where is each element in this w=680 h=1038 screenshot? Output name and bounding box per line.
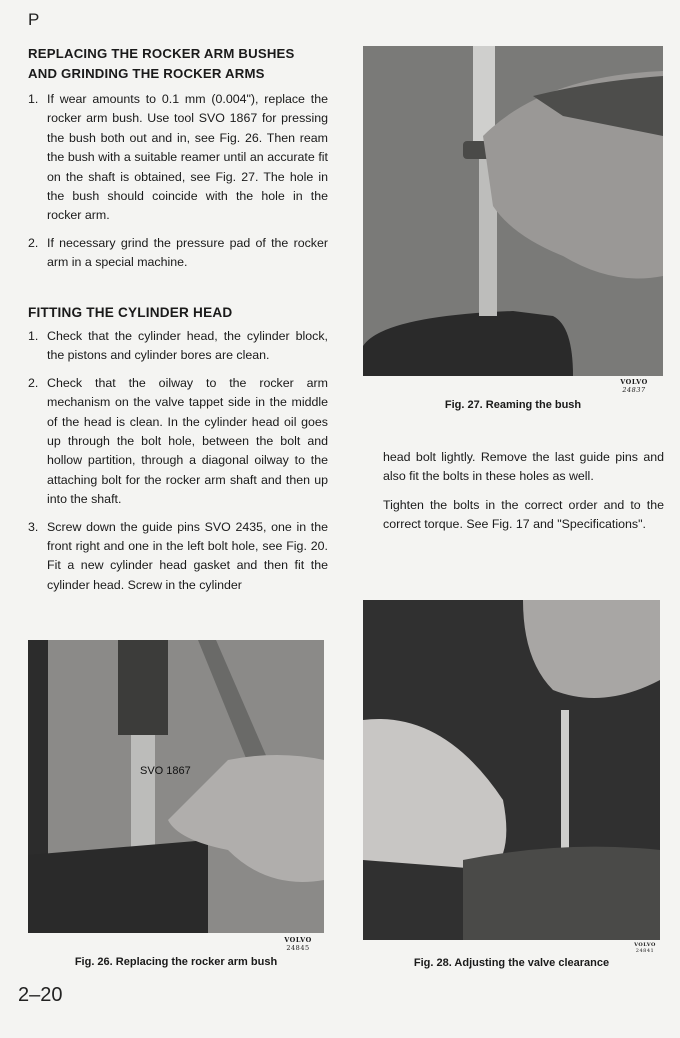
paragraph: Tighten the bolts in the correct order and to the correct torque. See Fig. 17 and "Specifications". — [383, 497, 664, 532]
step-item — [28, 90, 328, 226]
section-title-line1: REPLACING THE ROCKER ARM BUSHES — [28, 46, 295, 61]
step-text: If necessary grind the pressure pad of the rocker arm in a special machine. — [47, 235, 328, 270]
step-item — [28, 327, 328, 366]
paragraph: head bolt lightly. Remove the last guide pins and also fit the bolts in these holes as well. — [383, 450, 664, 484]
figure-code: 24837 — [622, 386, 646, 394]
press-illustration — [28, 640, 324, 933]
cylinder-head-steps — [28, 327, 328, 595]
section-title: FITTING THE CYLINDER HEAD — [28, 305, 233, 320]
step-text: Check that the cylinder head, the cylinder block, the pistons and cylinder bores are clean. — [47, 329, 328, 363]
step-item — [28, 518, 328, 596]
fig28-photo — [363, 600, 660, 940]
rocker-arm-steps — [28, 90, 328, 273]
page-number: 2–20 — [18, 984, 63, 1006]
continuation-text — [383, 448, 664, 544]
step-text: If wear amounts to 0.1 mm (0.004"), replace the rocker arm bush. Use tool SVO 1867 for pressing the bush both out and in, see Fig. 26. Then ream the bush with a suitable reamer until an accurate fit on the shaft is obtained, see Fig. 27. The hole in the bush should coincide with the hole in the rocker arm. — [47, 92, 328, 223]
section-title-line2: AND GRINDING THE ROCKER ARMS — [28, 66, 265, 81]
tool-callout: SVO 1867 — [140, 765, 191, 777]
fig26-photo — [28, 640, 324, 933]
brand-label: VOLVO — [620, 378, 648, 386]
step-number: 3. — [28, 519, 39, 534]
section-letter: P — [28, 10, 40, 29]
fig26-brand-mark — [276, 936, 320, 952]
section-cylinder-head — [28, 303, 328, 603]
figure-code: 24845 — [286, 944, 310, 952]
fig26-caption: Fig. 26. Replacing the rocker arm bush — [74, 956, 278, 968]
step-number: 2. — [28, 375, 39, 390]
brand-label: VOLVO — [634, 942, 656, 948]
step-number: 1. — [28, 92, 39, 106]
fig27-caption: Fig. 27. Reaming the bush — [444, 399, 582, 411]
fig27-photo — [363, 46, 663, 376]
fig27-brand-mark — [614, 378, 654, 394]
brand-label: VOLVO — [284, 936, 312, 944]
step-item — [28, 234, 328, 273]
fig28-caption: Fig. 28. Adjusting the valve clearance — [413, 957, 610, 969]
step-text: Check that the oilway to the rocker arm mechanism on the valve tappet side in the middle of the head is clean. In the cylinder head oil goes up through the bolt hole, between the bolt and hollow partition, through a diagonal oilway to the attaching bolt for the rocker arm shaft and then up into the shaft. — [47, 375, 328, 507]
section-rocker-arm — [28, 44, 328, 281]
figure-code: 24841 — [635, 948, 655, 954]
step-item — [28, 374, 328, 510]
reaming-illustration — [363, 46, 663, 376]
step-text: Screw down the guide pins SVO 2435, one in the front right and one in the left bolt hole, see Fig. 20. Fit a new cylinder head gasket and then fit the cylinder head. Screw in the cylinder — [47, 519, 328, 592]
step-number: 1. — [28, 329, 39, 343]
fig28-brand-mark — [630, 942, 660, 954]
step-number: 2. — [28, 235, 39, 250]
valve-adjust-illustration — [363, 600, 660, 940]
